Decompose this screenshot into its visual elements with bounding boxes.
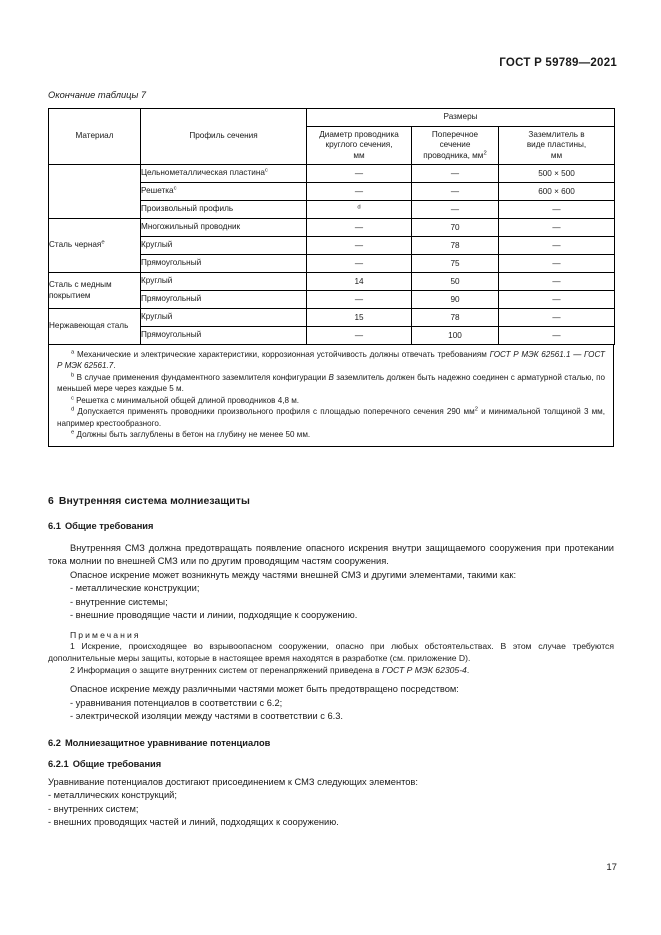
cell-profile: Прямоугольный bbox=[141, 327, 307, 345]
list-item-6-2-1-b: - внутренних систем; bbox=[48, 803, 139, 814]
note-2-text-end: . bbox=[466, 665, 470, 676]
footnote-b-marker: b bbox=[71, 372, 75, 379]
footnote-b bbox=[57, 372, 605, 395]
cell-cross-section: 78 bbox=[412, 309, 499, 327]
cell-profile: Круглый bbox=[141, 273, 307, 291]
cell-plate-electrode: — bbox=[499, 327, 615, 345]
cell-profile: Прямоугольный bbox=[141, 255, 307, 273]
cell-diameter: 15 bbox=[307, 309, 412, 327]
list-item-6-1-b: - внутренние системы; bbox=[70, 596, 168, 607]
footnote-a-reference: ГОСТ Р МЭК 62561.1 — ГОСТ Р МЭК 62561.7 bbox=[57, 350, 605, 371]
cell-plate-electrode: 500 × 500 bbox=[499, 165, 615, 183]
col-header-diameter bbox=[307, 126, 412, 165]
table-header bbox=[49, 109, 615, 165]
diameter-line-3: мм bbox=[353, 150, 365, 160]
document-standard-reference: ГОСТ Р 59789—2021 bbox=[499, 57, 617, 69]
cell-diameter: 14 bbox=[307, 273, 412, 291]
list-item-6-1-c: - внешние проводящие части и линии, подходящие к сооружению. bbox=[70, 610, 358, 621]
list-item-6-1-a: - металлические конструкции; bbox=[70, 583, 200, 594]
footnote-b-text-end: заземлитель должен быть надежно соединен с арматурной сталью, по меньшей мере через каждые 5 м. bbox=[57, 372, 605, 394]
table-row bbox=[49, 219, 615, 237]
note-2-text: 2 Информация о защите внутренних систем от перенапряжений приведена в bbox=[70, 665, 382, 676]
cell-diameter: — bbox=[307, 219, 412, 237]
cell-diameter: — bbox=[307, 291, 412, 309]
plate-line-3: мм bbox=[550, 150, 563, 160]
footnote-d-text: Допускается применять проводники произвольного профиля с площадью поперечного сечения 290 мм bbox=[74, 407, 475, 417]
cell-plate-electrode: — bbox=[499, 237, 615, 255]
cell-profile: Круглый bbox=[141, 237, 307, 255]
cell-cross-section: — bbox=[412, 201, 499, 219]
table-caption: Окончание таблицы 7 bbox=[48, 90, 147, 100]
cell-material: Сталь черная$^e$ bbox=[49, 219, 141, 273]
cell-cross-section: 50 bbox=[412, 273, 499, 291]
note-2-reference: ГОСТ Р МЭК 62305-4 bbox=[381, 665, 467, 676]
footnote-a-marker: a bbox=[71, 349, 75, 356]
footnote-d bbox=[57, 406, 605, 429]
col-header-material: Материал bbox=[49, 109, 141, 165]
list-item-6-2-1-c: - внешних проводящих частей и линий, подходящих к сооружению. bbox=[48, 817, 339, 828]
cell-plate-electrode: — bbox=[499, 309, 615, 327]
table-row bbox=[49, 165, 615, 183]
footnote-d-text-end: и минимальной толщиной 3 мм, например крестообразного. bbox=[57, 407, 605, 428]
body-content bbox=[48, 496, 614, 830]
heading-section-6-2-number: 6.2 bbox=[48, 737, 61, 748]
cell-material: Сталь с медным покрытием bbox=[49, 273, 141, 309]
footnote-e-text: Должны быть заглублены в бетон на глубину не менее 50 мм. bbox=[74, 430, 311, 440]
footnote-d-superscript: 2 bbox=[474, 406, 478, 413]
paragraph-6-1-1: Внутренняя СМЗ должна предотвращать появление опасного искрения внутри защищаемого сооружения при протекании тока молнии по внешней СМЗ или по другим проводящим частям сооружения. bbox=[48, 543, 614, 567]
cell-plate-electrode: — bbox=[499, 219, 615, 237]
note-2 bbox=[48, 664, 614, 676]
footnote-d-marker: d bbox=[71, 406, 75, 413]
heading-section-6-1 bbox=[48, 521, 614, 531]
heading-section-6-title: Внутренняя система молниезащиты bbox=[58, 496, 250, 507]
footnote-e bbox=[57, 429, 605, 440]
cell-diameter: — bbox=[307, 165, 412, 183]
footnote-e-marker: e bbox=[71, 429, 75, 436]
cell-cross-section: 75 bbox=[412, 255, 499, 273]
cell-plate-electrode: 600 × 600 bbox=[499, 183, 615, 201]
footnote-c-text: Решетка с минимальной общей длиной проводников 4,8 м. bbox=[73, 395, 300, 405]
cell-cross-section: 78 bbox=[412, 237, 499, 255]
table-body bbox=[49, 165, 615, 345]
paragraph-6-1-3: Опасное искрение между различными частями может быть предотвращено посредством: bbox=[70, 684, 459, 695]
cell-cross-section: 100 bbox=[412, 327, 499, 345]
cell-profile: Цельнометаллическая пластина$^c$ bbox=[141, 165, 307, 183]
footnote-b-config: B bbox=[328, 372, 334, 382]
table-footnotes bbox=[48, 345, 614, 447]
cell-plate-electrode: — bbox=[499, 291, 615, 309]
section-line-3: проводника, мм bbox=[423, 150, 484, 160]
table-header-row-1 bbox=[49, 109, 615, 127]
heading-section-6-1-title: Общие требования bbox=[64, 521, 154, 531]
heading-section-6-1-number: 6.1 bbox=[48, 521, 61, 531]
section-unit-superscript: 2 bbox=[483, 149, 487, 156]
diameter-line-1: Диаметр проводника bbox=[319, 129, 399, 139]
cell-material: Нержавеющая сталь bbox=[49, 309, 141, 345]
list-item-6-1-e: - электрической изоляции между частями в соответствии с 6.3. bbox=[70, 711, 343, 722]
paragraph-6-2-1-1: Уравнивание потенциалов достигают присоединением к СМЗ следующих элементов: bbox=[48, 776, 418, 787]
cell-material bbox=[49, 165, 141, 219]
cell-diameter bbox=[307, 201, 412, 219]
specifications-table bbox=[48, 108, 615, 345]
table-row bbox=[49, 273, 615, 291]
profile-footnote-marker: c bbox=[264, 167, 268, 174]
cell-cross-section: — bbox=[412, 183, 499, 201]
col-header-profile: Профиль сечения bbox=[141, 109, 307, 165]
plate-line-1: Заземлитель в bbox=[528, 129, 585, 139]
table-row bbox=[49, 309, 615, 327]
cell-cross-section: 70 bbox=[412, 219, 499, 237]
cell-diameter: — bbox=[307, 183, 412, 201]
cell-profile: Прямоугольный bbox=[141, 291, 307, 309]
cell-cross-section: 90 bbox=[412, 291, 499, 309]
footnote-c bbox=[57, 395, 605, 406]
footnote-a bbox=[57, 349, 605, 372]
cell-profile: Произвольный профиль bbox=[141, 201, 307, 219]
profile-footnote-marker: c bbox=[173, 185, 177, 192]
footnote-c-marker: c bbox=[71, 395, 74, 402]
cell-profile: Решетка$^c$ bbox=[141, 183, 307, 201]
list-item-6-2-1-a: - металлических конструкций; bbox=[48, 790, 177, 801]
col-header-dimensions-group: Размеры bbox=[307, 109, 615, 127]
heading-section-6-2-title: Молниезащитное уравнивание потенциалов bbox=[64, 737, 271, 748]
cell-diameter: — bbox=[307, 237, 412, 255]
heading-section-6-2 bbox=[48, 738, 614, 748]
footnote-b-text: В случае применения фундаментного заземлителя конфигурации bbox=[74, 372, 329, 382]
diameter-footnote-marker: d bbox=[357, 204, 361, 211]
col-header-plate-electrode bbox=[499, 126, 615, 165]
paragraph-6-1-2: Опасное искрение может возникнуть между частями внешней СМЗ и другими элементами, такими как: bbox=[70, 569, 517, 580]
section-line-2: сечение bbox=[439, 140, 471, 149]
plate-line-2: виде пластины, bbox=[526, 140, 587, 149]
list-item-6-1-d: - уравнивания потенциалов в соответствии с 6.2; bbox=[70, 697, 283, 708]
cell-profile: Многожильный проводник bbox=[141, 219, 307, 237]
diameter-line-2: круглого сечения, bbox=[325, 140, 393, 149]
cell-diameter: — bbox=[307, 327, 412, 345]
cell-cross-section: — bbox=[412, 165, 499, 183]
cell-profile: Круглый bbox=[141, 309, 307, 327]
cell-plate-electrode: — bbox=[499, 201, 615, 219]
page-number: 17 bbox=[606, 862, 617, 873]
footnote-a-text: Механические и электрические характеристики, коррозионная устойчивость должны отвечать требованиям bbox=[74, 350, 490, 359]
col-header-cross-section bbox=[412, 126, 499, 165]
cell-diameter: — bbox=[307, 255, 412, 273]
material-footnote-marker: e bbox=[101, 239, 105, 246]
section-line-1: Поперечное bbox=[431, 129, 479, 139]
table-7-continuation bbox=[48, 108, 614, 447]
heading-section-6-2-1-number: 6.2.1 bbox=[48, 758, 69, 769]
heading-section-6-2-1 bbox=[48, 759, 614, 769]
heading-section-6-number: 6 bbox=[48, 496, 54, 507]
cell-plate-electrode: — bbox=[499, 273, 615, 291]
cell-plate-electrode: — bbox=[499, 255, 615, 273]
notes-heading: Примечания bbox=[70, 629, 141, 640]
footnote-a-text-end: . bbox=[113, 361, 116, 371]
heading-section-6-2-1-title: Общие требования bbox=[72, 758, 162, 769]
heading-section-6 bbox=[48, 496, 614, 507]
note-1: 1 Искрение, происходящее во взрывоопасном сооружении, опасно при любых обстоятельствах. В этом случае требуются дополнительные меры защиты, которые в настоящее время находятся в разработке (см. приложение D). bbox=[48, 640, 614, 664]
